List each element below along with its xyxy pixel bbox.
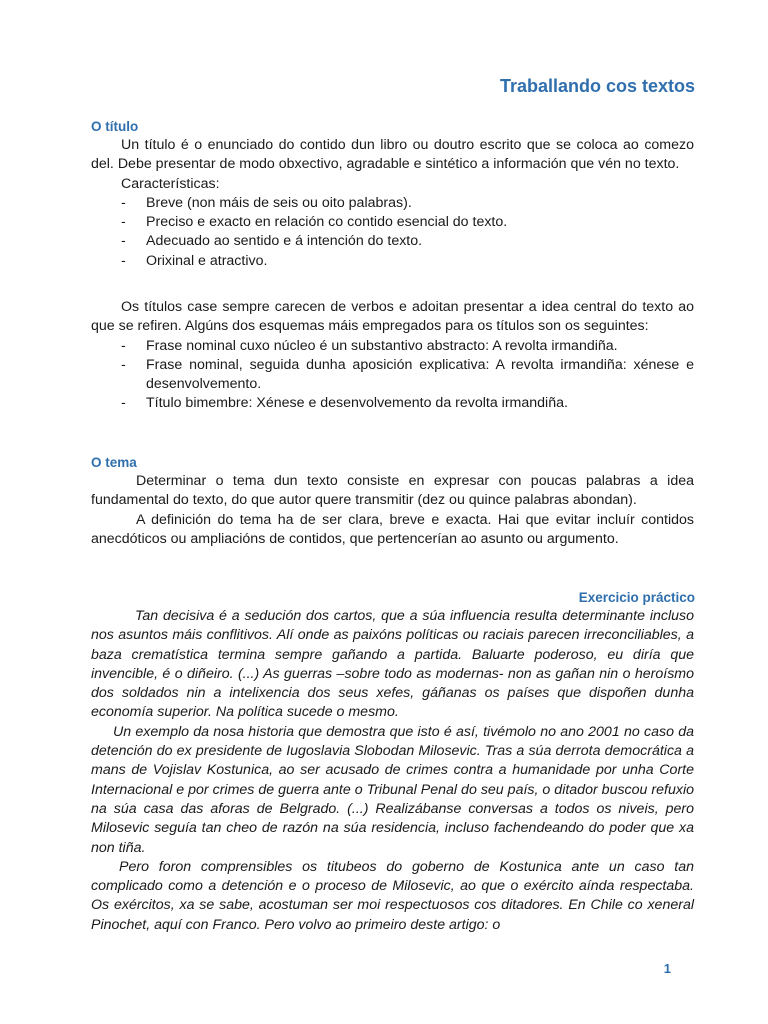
dash-bullet: - xyxy=(121,233,126,250)
tema-paragraph-1: Determinar o tema dun texto consiste en expresar con poucas palabras a idea fundamental do texto, do que autor quere transmitir (dez ou quince palabras abondan). xyxy=(91,473,694,509)
document-title: Traballando cos textos xyxy=(499,76,695,96)
list-item: - Título bimembre: Xénese e desenvolvemento da revolta irmandiña. xyxy=(91,394,694,413)
list-item: - Frase nominal, seguida dunha aposición explicativa: A revolta irmandiña: xénese e desenvolvemento. xyxy=(121,356,694,393)
exercise-paragraph-2: Un exemplo da nosa historia que demostra que isto é así, tivémolo no ano 2001 no caso da detención do ex presidente de Iugoslavia Slobodan Milosevic. Tras a súa derrota democrática a mans de Vojislav Kostunica, ao ser acusado de crimes contra a humanidade por unha Corte Internacional e por crimes de guerra ante o Tribunal Penal do seu país, o ditador buscou refuxio na súa casa das aforas de Belgrado. (...) Realizábanse conversas a todos os niveis, pero Milosevic seguía tan cheo de razón na súa residencia, incluso fachendeando do poder que xa non tiña. xyxy=(91,723,694,856)
list-item: - Breve (non máis de seis ou oito palabras). xyxy=(91,194,694,213)
dash-bullet: - xyxy=(121,356,126,373)
titulo-paragraph-2: Os títulos case sempre carecen de verbos e adoitan presentar a idea central do texto ao que se refiren. Algúns dos esquemas máis empregados para os títulos son os seguintes: xyxy=(91,299,694,335)
list-item: - Preciso e exacto en relación co contido esencial do texto. xyxy=(91,213,694,232)
tema-paragraph-2: A definición do tema ha de ser clara, breve e exacta. Hai que evitar incluír contidos anecdóticos ou ampliacións de contidos, que pertencerían ao asunto ou argumento. xyxy=(91,511,694,547)
features-list xyxy=(91,194,694,271)
exercise-paragraph-3: Pero foron comprensibles os titubeos do goberno de Kostunica ante un caso tan complicado como a detención e o proceso de Milosevic, ao que o exército aínda respectaba. Os exércitos, xa se sabe, acostuman ser moi respectuosos cos ditadores. En Chile co xeneral Pinochet, aquí con Franco. Pero volvo ao primeiro deste artigo: o xyxy=(91,858,694,933)
features-label: Características: xyxy=(121,175,220,192)
section-titulo-body xyxy=(91,136,694,271)
dash-bullet: - xyxy=(121,194,126,211)
section-titulo-body-2 xyxy=(91,298,694,414)
dash-bullet: - xyxy=(121,395,126,412)
section-heading-tema: O tema xyxy=(91,455,137,470)
list-item: - Frase nominal cuxo núcleo é un substantivo abstracto: A revolta irmandiña. xyxy=(91,337,694,356)
schemes-list xyxy=(91,337,694,414)
section-heading-titulo: O título xyxy=(91,119,139,134)
list-item: - Orixinal e atractivo. xyxy=(91,252,694,271)
titulo-paragraph-1: Un título é o enunciado do contido dun libro ou doutro escrito que se coloca ao comezo del. Debe presentar de modo obxectivo, agradable e sintético a información que vén no texto. xyxy=(91,137,694,173)
dash-bullet: - xyxy=(121,337,126,354)
list-item: - Adecuado ao sentido e á intención do texto. xyxy=(91,232,694,251)
exercise-text xyxy=(91,607,694,935)
exercise-heading: Exercicio práctico xyxy=(578,590,695,605)
dash-bullet: - xyxy=(121,214,126,231)
page-number: 1 xyxy=(663,961,671,976)
section-tema-body xyxy=(91,472,694,549)
exercise-paragraph-1: Tan decisiva é a sedución dos cartos, que a súa influencia resulta determinante incluso nos asuntos máis conflitivos. Alí onde as paixóns políticas ou raciais parecen irreconciliables, a baza crematística termina sempre gañando a partida. Baluarte poderoso, eu diría que invencible, é o diñeiro. (...) As guerras –sobre todo as modernas- non as gañan nin o heroísmo dos soldados nin a intelixencia dos seus xefes, gáñanas os países que dispoñen dunha economía superior. Na política sucede o mesmo. xyxy=(91,608,694,721)
dash-bullet: - xyxy=(121,252,126,269)
